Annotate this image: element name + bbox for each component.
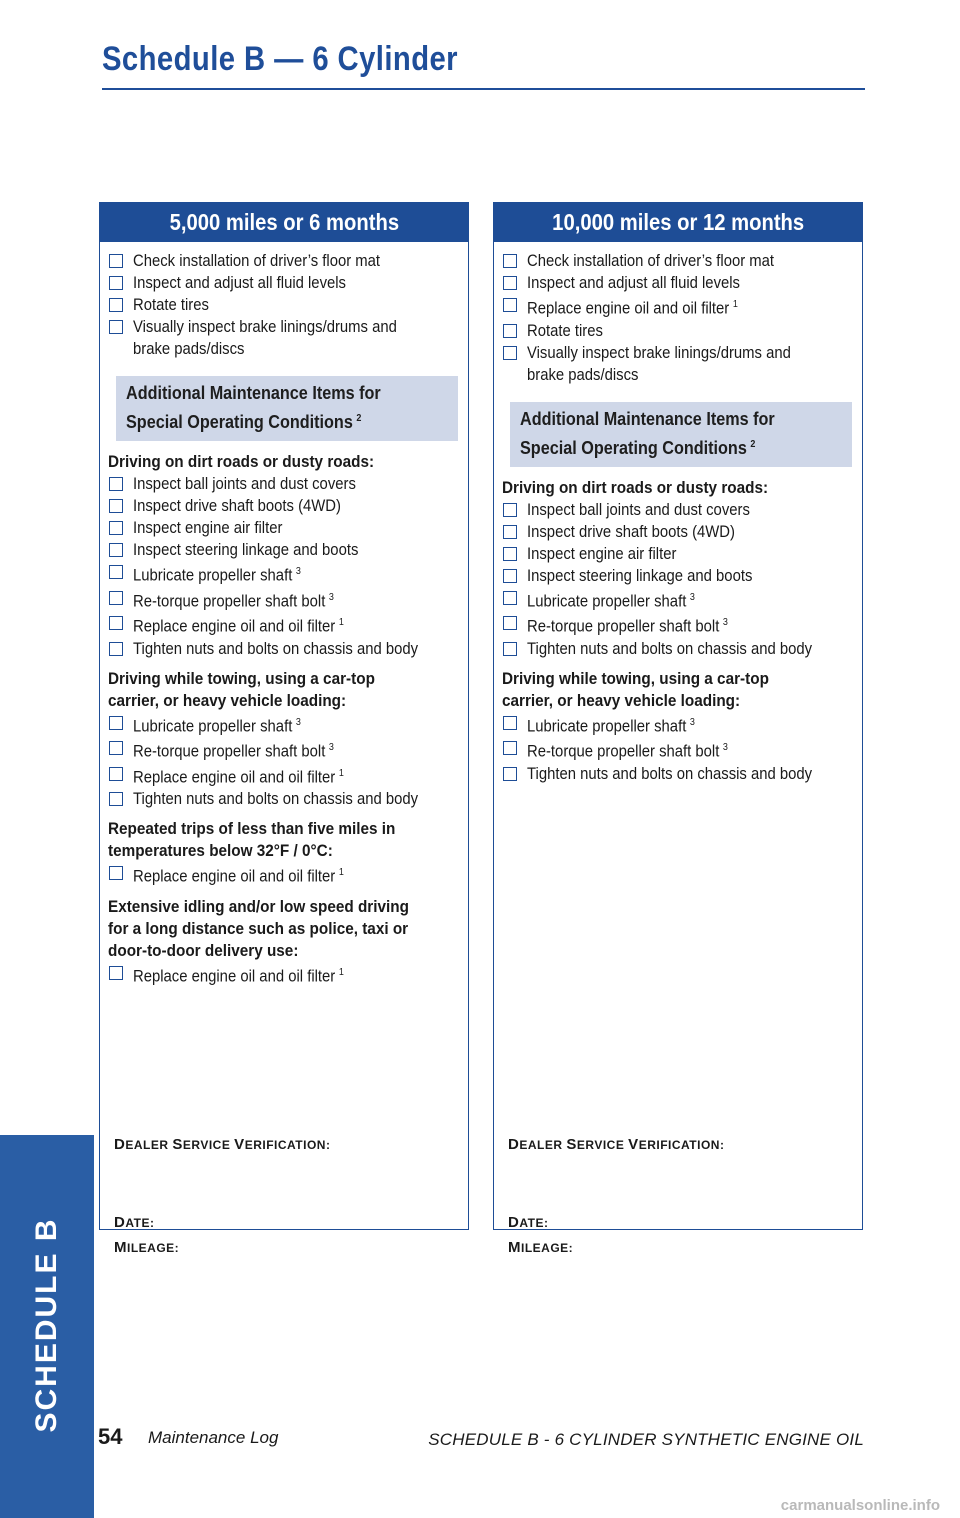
checkbox-icon[interactable] bbox=[109, 276, 123, 290]
checkbox-icon[interactable] bbox=[109, 591, 123, 605]
footer-left-text: Maintenance Log bbox=[148, 1428, 279, 1447]
checklist-item: Inspect steering linkage and boots bbox=[108, 539, 460, 561]
checklist-item: Inspect drive shaft boots (4WD) bbox=[108, 495, 460, 517]
checkbox-icon[interactable] bbox=[503, 324, 517, 338]
checklist-item: Rotate tires bbox=[108, 294, 460, 316]
checkbox-icon[interactable] bbox=[503, 254, 517, 268]
checklist-item: Inspect and adjust all fluid levels bbox=[502, 272, 854, 294]
checklist-item: Replace engine oil and oil filter $^1$ bbox=[108, 862, 460, 888]
side-tab-label: SCHEDULE B bbox=[30, 1217, 63, 1433]
checklist-item: Re-torque propeller shaft bolt $^3$ bbox=[108, 737, 460, 763]
checklist-item: Lubricate propeller shaft $^3$ bbox=[502, 587, 854, 613]
checkbox-icon[interactable] bbox=[109, 565, 123, 579]
checklist-item: Visually inspect brake linings/drums and brake pads/discs bbox=[502, 342, 854, 386]
checkbox-icon[interactable] bbox=[109, 966, 123, 980]
additional-items-box: Additional Maintenance Items for Special Operating Conditions $^2$ bbox=[510, 402, 852, 467]
footer-right-text: SCHEDULE B - 6 CYLINDER SYNTHETIC ENGINE OIL bbox=[428, 1430, 864, 1449]
watermark: carmanualsonline.info bbox=[780, 1497, 940, 1514]
checklist-item: Re-torque propeller shaft bolt $^3$ bbox=[502, 612, 854, 638]
page-number: 54 bbox=[98, 1424, 123, 1449]
page-title: Schedule B — 6 Cylinder bbox=[102, 40, 458, 78]
checklist-item: Lubricate propeller shaft $^3$ bbox=[108, 561, 460, 587]
checklist-item: Lubricate propeller shaft $^3$ bbox=[108, 712, 460, 738]
checklist-item: Replace engine oil and oil filter $^1$ bbox=[502, 294, 854, 320]
checklist-item: Check installation of driver’s floor mat bbox=[502, 250, 854, 272]
checklist-item: Replace engine oil and oil filter $^1$ bbox=[108, 763, 460, 789]
checklist-item: Tighten nuts and bolts on chassis and body bbox=[502, 638, 854, 660]
checklist-item: Tighten nuts and bolts on chassis and body bbox=[502, 763, 854, 785]
checkbox-icon[interactable] bbox=[109, 741, 123, 755]
checklist-item: Re-torque propeller shaft bolt $^3$ bbox=[108, 587, 460, 613]
checkbox-icon[interactable] bbox=[109, 543, 123, 557]
checklist-item: Tighten nuts and bolts on chassis and body bbox=[108, 638, 460, 660]
checkbox-icon[interactable] bbox=[503, 547, 517, 561]
checklist-item: Rotate tires bbox=[502, 320, 854, 342]
title-rule bbox=[102, 88, 865, 90]
checklist-item: Replace engine oil and oil filter $^1$ bbox=[108, 612, 460, 638]
checklist-item: Lubricate propeller shaft $^3$ bbox=[502, 712, 854, 738]
left-column-header: 5,000 miles or 6 months bbox=[99, 202, 469, 242]
dealer-service-verification-label: DEALER SERVICE VERIFICATION: bbox=[508, 1136, 725, 1153]
checkbox-icon[interactable] bbox=[109, 254, 123, 268]
checklist-item: Inspect ball joints and dust covers bbox=[502, 499, 854, 521]
checkbox-icon[interactable] bbox=[503, 716, 517, 730]
checkbox-icon[interactable] bbox=[109, 320, 123, 334]
checklist-item: Re-torque propeller shaft bolt $^3$ bbox=[502, 737, 854, 763]
checkbox-icon[interactable] bbox=[503, 503, 517, 517]
checkbox-icon[interactable] bbox=[503, 298, 517, 312]
checklist-item: Inspect ball joints and dust covers bbox=[108, 473, 460, 495]
checkbox-icon[interactable] bbox=[503, 525, 517, 539]
right-column bbox=[493, 202, 863, 1256]
left-column-box bbox=[99, 242, 469, 1256]
checkbox-icon[interactable] bbox=[503, 591, 517, 605]
checkbox-icon[interactable] bbox=[503, 276, 517, 290]
checklist-item: Tighten nuts and bolts on chassis and body bbox=[108, 788, 460, 810]
checkbox-icon[interactable] bbox=[109, 866, 123, 880]
checkbox-icon[interactable] bbox=[503, 741, 517, 755]
checkbox-icon[interactable] bbox=[109, 616, 123, 630]
dealer-service-verification-label: DEALER SERVICE VERIFICATION: bbox=[114, 1136, 331, 1153]
checklist-item: Inspect steering linkage and boots bbox=[502, 565, 854, 587]
left-regular-items bbox=[108, 250, 460, 360]
checklist-item: Inspect and adjust all fluid levels bbox=[108, 272, 460, 294]
checklist-item: Inspect drive shaft boots (4WD) bbox=[502, 521, 854, 543]
right-regular-items bbox=[502, 250, 854, 386]
checkbox-icon[interactable] bbox=[109, 477, 123, 491]
left-column bbox=[99, 202, 469, 1256]
date-label: DATE: bbox=[114, 1214, 155, 1231]
additional-items-box: Additional Maintenance Items for Special Operating Conditions $^2$ bbox=[116, 376, 458, 441]
mileage-label: MILEAGE: bbox=[114, 1239, 180, 1256]
checkbox-icon[interactable] bbox=[109, 521, 123, 535]
checkbox-icon[interactable] bbox=[109, 298, 123, 312]
condition-heading-idling: Extensive idling and/or low speed driving for a long distance such as police, taxi or door-to-door delivery use: bbox=[108, 896, 409, 960]
checkbox-icon[interactable] bbox=[503, 767, 517, 781]
checklist-item: Replace engine oil and oil filter $^1$ bbox=[108, 962, 460, 988]
checkbox-icon[interactable] bbox=[503, 346, 517, 360]
right-column-header: 10,000 miles or 12 months bbox=[493, 202, 863, 242]
checkbox-icon[interactable] bbox=[503, 569, 517, 583]
checkbox-icon[interactable] bbox=[109, 642, 123, 656]
checkbox-icon[interactable] bbox=[503, 642, 517, 656]
date-label: DATE: bbox=[508, 1214, 549, 1231]
checkbox-icon[interactable] bbox=[109, 792, 123, 806]
checklist-item: Check installation of driver’s floor mat bbox=[108, 250, 460, 272]
condition-heading-dusty: Driving on dirt roads or dusty roads: bbox=[502, 477, 769, 497]
condition-heading-towing: Driving while towing, using a car-top carrier, or heavy vehicle loading: bbox=[502, 668, 769, 710]
condition-heading-towing: Driving while towing, using a car-top carrier, or heavy vehicle loading: bbox=[108, 668, 375, 710]
checkbox-icon[interactable] bbox=[109, 499, 123, 513]
mileage-label: MILEAGE: bbox=[508, 1239, 574, 1256]
checklist-item: Visually inspect brake linings/drums and brake pads/discs bbox=[108, 316, 460, 360]
checklist-item: Inspect engine air filter bbox=[502, 543, 854, 565]
right-column-box bbox=[493, 242, 863, 1256]
checklist-item: Inspect engine air filter bbox=[108, 517, 460, 539]
checkbox-icon[interactable] bbox=[109, 767, 123, 781]
checkbox-icon[interactable] bbox=[109, 716, 123, 730]
condition-heading-dusty: Driving on dirt roads or dusty roads: bbox=[108, 452, 375, 471]
condition-heading-short-trips: Repeated trips of less than five miles in temperatures below 32°F / 0°C: bbox=[108, 819, 396, 860]
checkbox-icon[interactable] bbox=[503, 616, 517, 630]
